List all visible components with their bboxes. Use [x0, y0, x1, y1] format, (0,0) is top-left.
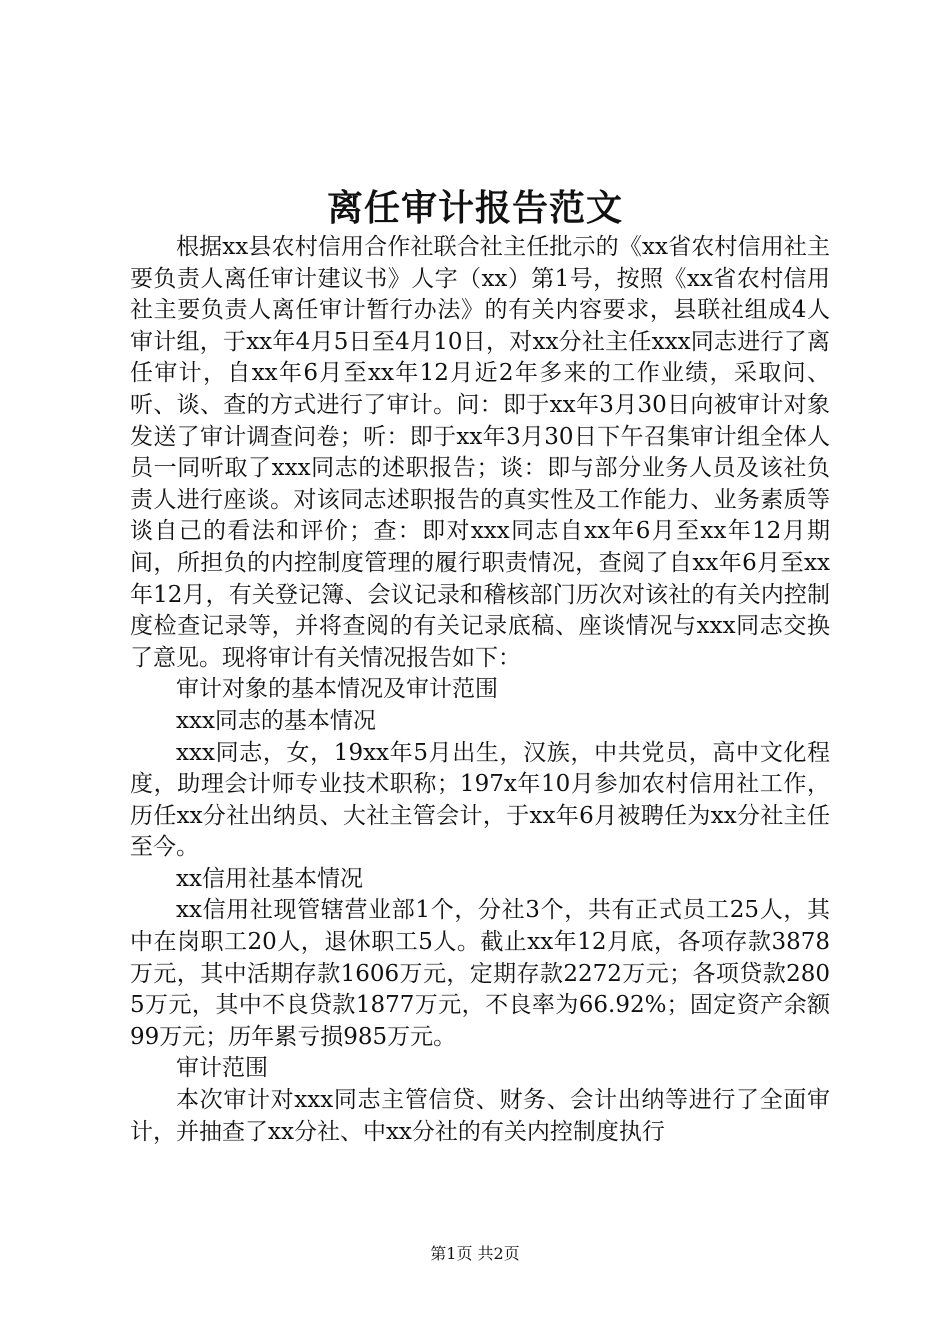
subheading-credit-union: xx信用社基本情况 — [176, 865, 363, 892]
document-body — [130, 232, 830, 1148]
paragraph-audit-scope: 本次审计对xxx同志主管信贷、财务、会计出纳等进行了全面审计，并抽查了xx分社、中xx分社的有关内控制度执行 — [130, 1087, 830, 1145]
paragraph-credit-union: xx信用社现管辖营业部1个，分社3个，共有正式员工25人，其中在岗职工20人，退休职工5人。截止xx年12月底，各项存款3878万元，其中活期存款1606万元，定期存款2272万元；各项贷款2805万元，其中不良贷款1877万元，不良率为66.92%；固定资产余额99万元；历年累亏损985万元。 — [130, 897, 830, 1050]
page-footer: 第1页 共2页 — [430, 1244, 520, 1263]
subheading-basic-info: xxx同志的基本情况 — [176, 707, 376, 734]
document-title: 离任审计报告范文 — [326, 187, 623, 229]
section-heading-audit-object: 审计对象的基本情况及审计范围 — [176, 676, 498, 703]
paragraph-intro: 根据xx县农村信用合作社联合社主任批示的《xx省农村信用社主要负责人离任审计建议书》人字（xx）第1号，按照《xx省农村信用社主要负责人离任审计暂行办法》的有关内容要求，县联社组成4人审计组，于xx年4月5日至4月10日，对xx分社主任xxx同志进行了离任审计，自xx年6月至xx年12月近2年多来的工作业绩，采取问、听、谈、查的方式进行了审计。问：即于xx年3月30日向被审计对象发送了审计调查问卷；听：即于xx年3月30日下午召集审计组全体人员一同听取了xxx同志的述职报告；谈：即与部分业务人员及该社负责人进行座谈。对该同志述职报告的真实性及工作能力、业务素质等谈自己的看法和评价；查：即对xxx同志自xx年6月至xx年12月期间，所担负的内控制度管理的履行职责情况，查阅了自xx年6月至xx年12月，有关登记簿、会议记录和稽核部门历次对该社的有关内控制度检查记录等，并将查阅的有关记录底稿、座谈情况与xxx同志交换了意见。现将审计有关情况报告如下： — [130, 234, 830, 671]
subheading-audit-scope: 审计范围 — [176, 1055, 268, 1082]
paragraph-basic-info: xxx同志，女，19xx年5月出生，汉族，中共党员，高中文化程度，助理会计师专业技术职称；197x年10月参加农村信用社工作，历任xx分社出纳员、大社主管会计，于xx年6月被聘任为xx分社主任至今。 — [130, 739, 830, 861]
